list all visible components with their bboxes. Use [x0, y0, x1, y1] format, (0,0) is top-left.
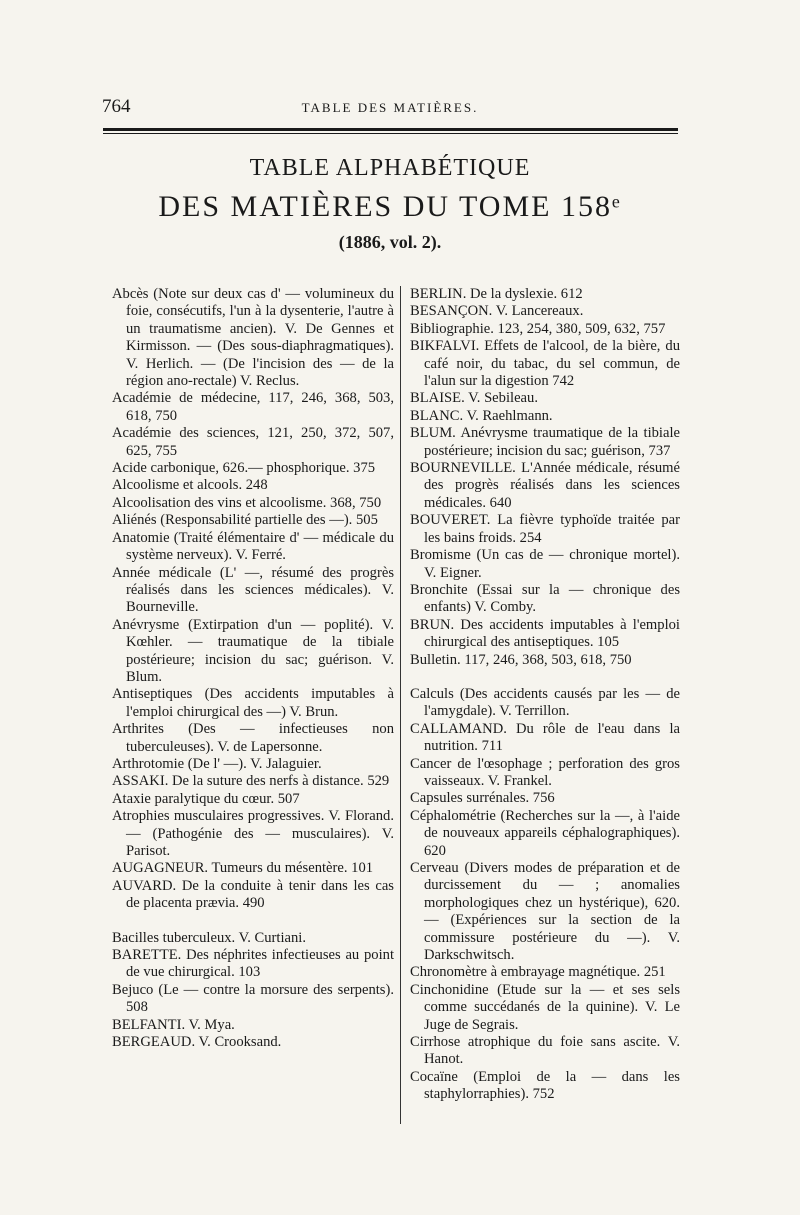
- index-entry: BOUVERET. La fièvre typhoïde traitée par les bains froids. 254: [410, 512, 680, 546]
- index-entry: Aliénés (Responsabilité partielle des —). 505: [112, 512, 378, 529]
- index-entry: ASSAKI. De la suture des nerfs à distance. 529: [112, 773, 390, 790]
- index-entry: Cocaïne (Emploi de la — dans les staphylorraphies). 752: [410, 1068, 680, 1103]
- column-divider: [400, 286, 401, 1124]
- index-entry: Capsules surrénales. 756: [410, 790, 555, 807]
- index-entry: Calculs (Des accidents causés par les — de l'amygdale). V. Terrillon.: [410, 685, 680, 720]
- index-entry: BERLIN. De la dyslexie. 612: [410, 286, 583, 302]
- index-entry: BARETTE. Des néphrites infectieuses au point de vue chirurgical. 103: [112, 947, 394, 981]
- index-entry: Bulletin. 117, 246, 368, 503, 618, 750: [410, 651, 632, 668]
- index-entry: Anévrysme (Extirpation d'un — poplité). V. Kœhler. — traumatique de la tibiale postérieure; incision du sac; guérison. V. Blum.: [112, 616, 394, 685]
- index-entry: Cerveau (Divers modes de préparation et de durcissement du — ; anomalies morphologiques chez un hystérique), 620.— (Expériences sur la section de la commissure postérieure du —). V. Darkschwitsch.: [410, 860, 680, 964]
- index-entry: BIKFALVI. Effets de l'alcool, de la bière, du café noir, du tabac, du sel commun, de l'alun sur la digestion 742: [410, 338, 680, 390]
- index-entry: BLAISE. V. Sebileau.: [410, 390, 538, 407]
- title-line-2: DES MATIÈRES DU TOME 158ᵉ: [158, 190, 622, 223]
- index-entry: Acide carbonique, 626.— phosphorique. 375: [112, 460, 376, 477]
- index-entry: Arthrotomie (De l' —). V. Jalaguier.: [112, 755, 322, 772]
- index-entry: Arthrites (Des — infectieuses non tuberculeuses). V. de Lapersonne.: [112, 721, 394, 755]
- index-entry: BRUN. Des accidents imputables à l'emploi chirurgical des antiseptiques. 105: [410, 616, 680, 651]
- index-entry: Académie des sciences, 121, 250, 372, 507, 625, 755: [112, 425, 394, 459]
- index-entry: Alcoolisme et alcools. 248: [112, 477, 268, 494]
- index-entry: Bromisme (Un cas de — chronique mortel). V. Eigner.: [410, 547, 680, 581]
- index-entry: AUVARD. De la conduite à tenir dans les cas de placenta prævia. 490: [112, 877, 394, 912]
- index-entry: BESANÇON. V. Lancereaux.: [410, 303, 584, 320]
- index-entry: BERGEAUD. V. Crooksand.: [112, 1034, 282, 1051]
- header-rule-thin: [103, 133, 678, 134]
- header-rule-thick: [103, 128, 678, 131]
- index-entry: BLANC. V. Raehlmann.: [410, 407, 553, 424]
- index-entry: Bibliographie. 123, 254, 380, 509, 632, 757: [410, 320, 666, 337]
- index-entry: AUGAGNEUR. Tumeurs du mésentère. 101: [112, 860, 374, 877]
- index-entry: Ataxie paralytique du cœur. 507: [112, 790, 300, 807]
- index-entry: Année médicale (L' —, résumé des progrès réalisés dans les sciences médicales). V. Bourneville.: [112, 564, 394, 616]
- index-entry: Bronchite (Essai sur la — chronique des enfants) V. Comby.: [410, 581, 680, 616]
- left-column: [112, 286, 394, 1051]
- title-line-3: (1886, vol. 2).: [338, 232, 442, 252]
- index-entry: Cancer de l'œsophage ; perforation des gros vaisseaux. V. Frankel.: [410, 755, 680, 789]
- index-entry: Cirrhose atrophique du foie sans ascite. V. Hanot.: [410, 1034, 680, 1068]
- running-title: TABLE DES MATIÈRES.: [301, 100, 479, 115]
- index-entry: BOURNEVILLE. L'Année médicale, résumé des progrès réalisés dans les sciences médicales. 640: [410, 460, 680, 511]
- index-entry: Alcoolisation des vins et alcoolisme. 368, 750: [112, 494, 382, 511]
- index-entry: Antiseptiques (Des accidents imputables à l'emploi chirurgical des —) V. Brun.: [112, 686, 394, 720]
- index-entry: Chronomètre à embrayage magnétique. 251: [410, 964, 666, 981]
- index-entry: Cinchonidine (Etude sur la — et ses sels comme succédanés de la quinine). V. Le Juge de Segrais.: [410, 981, 680, 1033]
- title-line-1: TABLE ALPHABÉTIQUE: [249, 155, 531, 181]
- index-entry: Bacilles tuberculeux. V. Curtiani.: [112, 929, 307, 946]
- index-entry: BELFANTI. V. Mya.: [112, 1016, 235, 1033]
- index-entry: Céphalométrie (Recherches sur la —, à l'aide de nouveaux appareils céphalographiques). 620: [410, 807, 680, 859]
- index-entry: CALLAMAND. Du rôle de l'eau dans la nutrition. 711: [410, 720, 680, 755]
- index-entry: BLUM. Anévrysme traumatique de la tibiale postérieure; incision du sac; guérison, 737: [410, 425, 680, 459]
- index-entry: Atrophies musculaires progressives. V. Florand. — (Pathogénie des — musculaires). V. Parisot.: [112, 808, 394, 859]
- running-header: [102, 96, 678, 122]
- page-number: 764: [102, 96, 131, 117]
- index-entry: Académie de médecine, 117, 246, 368, 503, 618, 750: [112, 390, 394, 424]
- right-column: [410, 286, 680, 1104]
- index-entry: Anatomie (Traité élémentaire d' — médicale du système nerveux). V. Ferré.: [112, 529, 394, 564]
- index-entry: Abcès (Note sur deux cas d' — volumineux du foie, consécutifs, l'un à la dysenterie, l'autre à un traumatisme ancien). V. De Gennes et Kirmisson. — (Des sous-diaphragmatiques). V. Herlich. — (De l'incision des — de la région ano-rectale) V. Reclus.: [112, 286, 394, 390]
- index-entry: Bejuco (Le — contre la morsure des serpents). 508: [112, 981, 394, 1016]
